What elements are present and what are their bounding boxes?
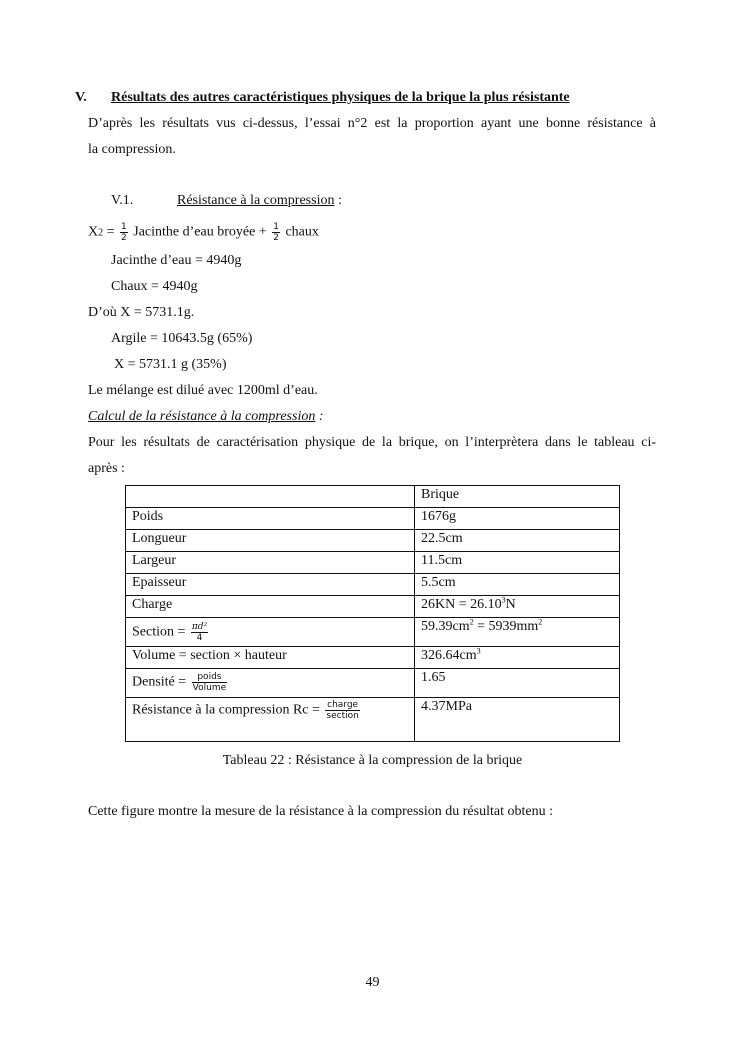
fraction-numerator: 1 bbox=[121, 222, 127, 232]
charge-value-unit: N bbox=[505, 597, 516, 612]
volume-value: 326.64cm bbox=[421, 648, 477, 663]
table-cell-label: Charge bbox=[126, 596, 415, 618]
fraction-denominator: section bbox=[326, 711, 359, 721]
jacinthe-line: Jacinthe d’eau = 4940g bbox=[111, 253, 242, 268]
table-cell-label bbox=[126, 698, 415, 742]
table-cell-value: 4.37MPa bbox=[415, 698, 620, 742]
table-row bbox=[126, 530, 620, 552]
table-cell-value: 22.5cm bbox=[415, 530, 620, 552]
table-row bbox=[126, 596, 620, 618]
resistance-label: Résistance à la compression Rc = bbox=[132, 702, 324, 718]
subsection-number: V.1. bbox=[111, 193, 134, 208]
intro-line-2: la compression. bbox=[88, 142, 176, 157]
table-cell-empty bbox=[126, 486, 415, 508]
formula-term-1: Jacinthe d’eau broyée + bbox=[129, 224, 271, 240]
intro-line-1: D’après les résultats vus ci-dessus, l’essai n°2 est la proportion ayant une bonne résistance à bbox=[88, 116, 656, 131]
table-cell-value bbox=[415, 618, 620, 647]
table-cell-label: Epaisseur bbox=[126, 574, 415, 596]
table-cell-value bbox=[415, 647, 620, 669]
section-heading bbox=[75, 89, 87, 107]
figure-intro-text: Cette figure montre la mesure de la résistance à la compression du résultat obtenu : bbox=[88, 804, 553, 819]
section-formula-fraction bbox=[191, 622, 208, 643]
formula-lhs: X bbox=[88, 224, 99, 240]
section-value-cm: 59.39cm bbox=[421, 619, 470, 634]
table-cell-value: 11.5cm bbox=[415, 552, 620, 574]
section-value-exp-2: 2 bbox=[538, 617, 543, 627]
table-row bbox=[126, 508, 620, 530]
pour-line-1: Pour les résultats de caractérisation physique de la brique, on l’interprètera dans le tableau ci- bbox=[88, 435, 656, 450]
section-number: V. bbox=[75, 90, 87, 105]
calcul-line bbox=[88, 408, 324, 426]
melange-line: Le mélange est dilué avec 1200ml d’eau. bbox=[88, 383, 318, 398]
volume-value-exponent: 3 bbox=[476, 646, 481, 656]
section-value-mm: = 5939mm bbox=[473, 619, 539, 634]
table-cell-label: Volume = section × hauteur bbox=[126, 647, 415, 669]
pour-line-2: après : bbox=[88, 461, 125, 476]
fraction-numerator: charge bbox=[327, 700, 359, 710]
table-caption: Tableau 22 : Résistance à la compression de la brique bbox=[222, 753, 523, 768]
charge-value-main: 26KN = 26.10 bbox=[421, 597, 502, 612]
table-cell-label bbox=[126, 618, 415, 647]
table-cell-value bbox=[415, 596, 620, 618]
formula-fraction-1 bbox=[120, 222, 128, 243]
section-value-exp-1: 2 bbox=[469, 617, 474, 627]
charge-value-exponent: 3 bbox=[501, 595, 506, 605]
table-row bbox=[126, 669, 620, 698]
table-cell-value: 1676g bbox=[415, 508, 620, 530]
table-row bbox=[126, 647, 620, 669]
subsection-title: Résistance à la compression bbox=[177, 193, 335, 208]
table-cell-value: 1.65 bbox=[415, 669, 620, 698]
brick-properties-table bbox=[125, 485, 620, 742]
page-number: 49 bbox=[365, 975, 380, 990]
densite-formula-fraction bbox=[192, 672, 227, 693]
argile-line: Argile = 10643.5g (65%) bbox=[111, 331, 253, 346]
fraction-numerator: 1 bbox=[273, 222, 279, 232]
table-cell-value: 5.5cm bbox=[415, 574, 620, 596]
chaux-line: Chaux = 4940g bbox=[111, 279, 198, 294]
densite-label: Densité = bbox=[132, 674, 190, 690]
section-title: Résultats des autres caractéristiques physiques de la brique la plus résistante bbox=[111, 90, 570, 105]
fraction-denominator: 2 bbox=[273, 233, 279, 243]
calcul-suffix: : bbox=[315, 409, 324, 424]
table-row bbox=[126, 574, 620, 596]
fraction-numerator: πd² bbox=[191, 622, 208, 632]
subsection-title-wrap bbox=[177, 192, 342, 210]
dou-line: D’où X = 5731.1g. bbox=[88, 305, 195, 320]
fraction-numerator: poids bbox=[192, 672, 227, 683]
formula-lhs-sub: 2 bbox=[98, 227, 104, 239]
formula-eq: = bbox=[103, 224, 119, 240]
table-header-brique: Brique bbox=[415, 486, 620, 508]
table-cell-label: Longueur bbox=[126, 530, 415, 552]
table-row bbox=[126, 698, 620, 742]
subsection-suffix: : bbox=[334, 193, 342, 208]
fraction-denominator: 2 bbox=[121, 233, 127, 243]
table-row bbox=[126, 552, 620, 574]
fraction-denominator: 4 bbox=[196, 633, 203, 643]
table-cell-label: Largeur bbox=[126, 552, 415, 574]
table-row bbox=[126, 618, 620, 647]
x-line: X = 5731.1 g (35%) bbox=[114, 357, 227, 372]
formula-term-2: chaux bbox=[281, 224, 319, 240]
table-cell-label: Poids bbox=[126, 508, 415, 530]
formula-fraction-2 bbox=[272, 222, 280, 243]
table-header-row bbox=[126, 486, 620, 508]
section-label: Section = bbox=[132, 624, 189, 640]
resistance-formula-fraction bbox=[325, 700, 359, 721]
fraction-denominator: Volume bbox=[192, 683, 227, 693]
formula-line bbox=[88, 222, 319, 243]
calcul-title: Calcul de la résistance à la compression bbox=[88, 409, 316, 424]
table-cell-label bbox=[126, 669, 415, 698]
